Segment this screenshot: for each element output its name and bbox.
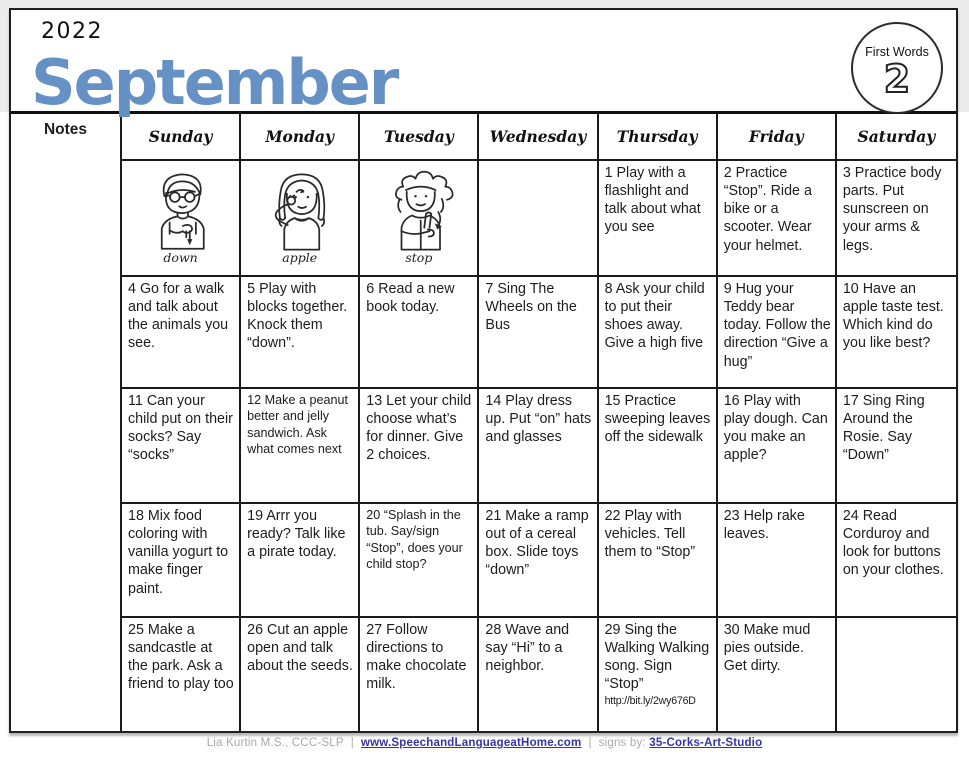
badge-number-art [875, 59, 919, 101]
notes-label: Notes [43, 121, 88, 138]
day-cell-18 [122, 504, 241, 618]
day-number: 2 [723, 165, 736, 181]
day-activity-text: Play with blocks together. Knock them “down”. [247, 281, 348, 352]
title-area [11, 10, 956, 119]
day-cell-23 [718, 504, 837, 618]
day-activity-text: “Splash in the tub. Say/sign “Stop”, does your child stop? [366, 508, 463, 572]
day-activity-url: http://bit.ly/2wy676D [604, 694, 696, 707]
day-cell-26 [241, 618, 360, 731]
weekday-header-thursday: Thursday [599, 114, 718, 161]
sign-cell-stop [360, 161, 479, 277]
weekday-header-saturday: Saturday [837, 114, 956, 161]
footer-separator-2: | [588, 737, 592, 749]
day-number: 3 [842, 165, 855, 181]
weekday-header-monday: Monday [241, 114, 360, 161]
footer-signs-by-label: signs by: [598, 737, 646, 749]
notes-column [11, 114, 122, 731]
day-cell-17 [837, 389, 956, 504]
day-activity-text: Practice body parts. Put sunscreen on your arms & legs. [842, 165, 942, 254]
day-activity-text: Read a new book today. [366, 281, 455, 316]
footer-signs-by-link[interactable]: 35-Corks-Art-Studio [649, 737, 763, 749]
day-cell-10 [837, 277, 956, 389]
day-activity-text: Go for a walk and talk about the animals you see. [128, 281, 229, 352]
empty-cell [479, 161, 598, 277]
day-number: 24 [842, 508, 863, 524]
day-cell-29 [599, 618, 718, 731]
day-activity-text: Play with vehicles. Tell them to “Stop” [604, 508, 696, 561]
day-cell-6 [360, 277, 479, 389]
day-number: 15 [604, 393, 625, 409]
day-activity-text: Cut an apple open and talk about the seeds. [247, 622, 353, 675]
day-number: 11 [128, 393, 147, 409]
day-cell-15 [599, 389, 718, 504]
day-number: 22 [604, 508, 625, 524]
day-cell-16 [718, 389, 837, 504]
day-number: 12 [247, 393, 265, 407]
weekday-header-friday: Friday [718, 114, 837, 161]
day-number: 17 [842, 393, 863, 409]
footer [0, 737, 969, 749]
day-activity-text: Follow directions to make chocolate milk. [366, 622, 467, 693]
day-cell-22 [599, 504, 718, 618]
day-cell-8 [599, 277, 718, 389]
day-number: 14 [485, 393, 506, 409]
footer-author: Lia Kurtin M.S., CCC-SLP [206, 737, 344, 749]
day-activity-text: Arrr you ready? Talk like a pirate today. [247, 508, 346, 561]
day-activity-text: Read Corduroy and look for buttons on your clothes. [842, 508, 944, 579]
sign-cell-down [122, 161, 241, 277]
day-number: 13 [366, 393, 387, 409]
day-number: 27 [366, 622, 387, 638]
footer-website-link[interactable]: www.SpeechandLanguageatHome.com [360, 737, 582, 749]
day-cell-12 [241, 389, 360, 504]
day-activity-text: Make a sandcastle at the park. Ask a friend to play too [128, 622, 234, 693]
sign-label-down: down [163, 250, 198, 266]
sign-cell-apple [241, 161, 360, 277]
footer-separator-1: | [350, 737, 354, 749]
day-cell-2 [718, 161, 837, 277]
sign-stop-illustration [369, 170, 469, 254]
day-activity-text: Play with play dough. Can you make an apple? [723, 393, 828, 464]
day-activity-text: Wave and say “Hi” to a neighbor. [485, 622, 570, 675]
day-cell-7 [479, 277, 598, 389]
day-number: 23 [723, 508, 744, 524]
day-activity-text: Help rake leaves. [723, 508, 805, 543]
day-cell-4 [122, 277, 241, 389]
badge-series-label: First Words [865, 45, 929, 59]
day-cell-9 [718, 277, 837, 389]
sign-label-stop: stop [405, 250, 433, 266]
day-number: 18 [128, 508, 148, 524]
day-cell-24 [837, 504, 956, 618]
empty-cell [837, 618, 956, 731]
day-cell-13 [360, 389, 479, 504]
weekday-header-tuesday: Tuesday [360, 114, 479, 161]
day-activity-text: Sing The Wheels on the Bus [485, 281, 577, 334]
day-number: 5 [247, 281, 260, 297]
day-number: 21 [485, 508, 506, 524]
day-number: 29 [604, 622, 625, 638]
day-activity-text: Make a peanut better and jelly sandwich. Ask what comes next [247, 393, 348, 457]
day-number: 10 [842, 281, 863, 297]
day-cell-20 [360, 504, 479, 618]
day-activity-text: Make a ramp out of a cereal box. Slide toys “down” [485, 508, 589, 579]
day-number: 28 [485, 622, 506, 638]
calendar-area [11, 114, 956, 731]
day-number: 9 [723, 281, 736, 297]
sign-apple-illustration [250, 170, 350, 254]
day-number: 6 [366, 281, 379, 297]
day-number: 19 [247, 508, 267, 524]
day-cell-5 [241, 277, 360, 389]
day-number: 26 [247, 622, 268, 638]
day-activity-text: Practice “Stop”. Ride a bike or a scooter. Wear your helmet. [723, 165, 812, 254]
sign-down-illustration [131, 170, 231, 254]
calendar-grid [122, 114, 956, 731]
day-cell-3 [837, 161, 956, 277]
day-cell-28 [479, 618, 598, 731]
day-cell-21 [479, 504, 598, 618]
sign-label-apple: apple [282, 250, 318, 266]
badge-number: 2 [883, 59, 911, 101]
day-cell-30 [718, 618, 837, 731]
day-number: 1 [604, 165, 617, 181]
day-cell-25 [122, 618, 241, 731]
day-activity-text: Mix food coloring with vanilla yogurt to make finger paint. [128, 508, 229, 597]
day-number: 8 [604, 281, 616, 297]
day-activity-text: Let your child choose what’s for dinner. Give 2 choices. [366, 393, 472, 464]
day-cell-19 [241, 504, 360, 618]
day-activity-text: Sing Ring Around the Rosie. Say “Down” [842, 393, 925, 464]
day-cell-1 [599, 161, 718, 277]
day-activity-text: Play dress up. Put “on” hats and glasses [485, 393, 592, 446]
day-activity-text: Sing the Walking Walking song. Sign “Stop” [604, 622, 710, 693]
day-activity-text: Play with a flashlight and talk about what you see [604, 165, 701, 236]
day-number: 7 [485, 281, 498, 297]
day-activity-text: Ask your child to put their shoes away. Give a high five [604, 281, 705, 352]
day-cell-27 [360, 618, 479, 731]
first-words-badge [851, 22, 943, 114]
year-label: 2022 [41, 19, 103, 44]
day-cell-11 [122, 389, 241, 504]
day-activity-text: Make mud pies outside. Get dirty. [723, 622, 811, 675]
weekday-header-wednesday: Wednesday [479, 114, 598, 161]
day-activity-text: Have an apple taste test. Which kind do you like best? [842, 281, 944, 352]
calendar-page [9, 8, 958, 733]
day-cell-14 [479, 389, 598, 504]
month-title: September [31, 46, 398, 119]
day-number: 16 [723, 393, 744, 409]
day-number: 20 [366, 508, 384, 522]
day-number: 4 [128, 281, 140, 297]
day-number: 25 [128, 622, 148, 638]
day-activity-text: Can your child put on their socks? Say “socks” [128, 393, 233, 464]
day-activity-text: Hug your Teddy bear today. Follow the direction “Give a hug” [723, 281, 831, 370]
weekday-header-sunday: Sunday [122, 114, 241, 161]
day-activity-text: Practice sweeping leaves off the sidewalk [604, 393, 711, 446]
day-number: 30 [723, 622, 744, 638]
